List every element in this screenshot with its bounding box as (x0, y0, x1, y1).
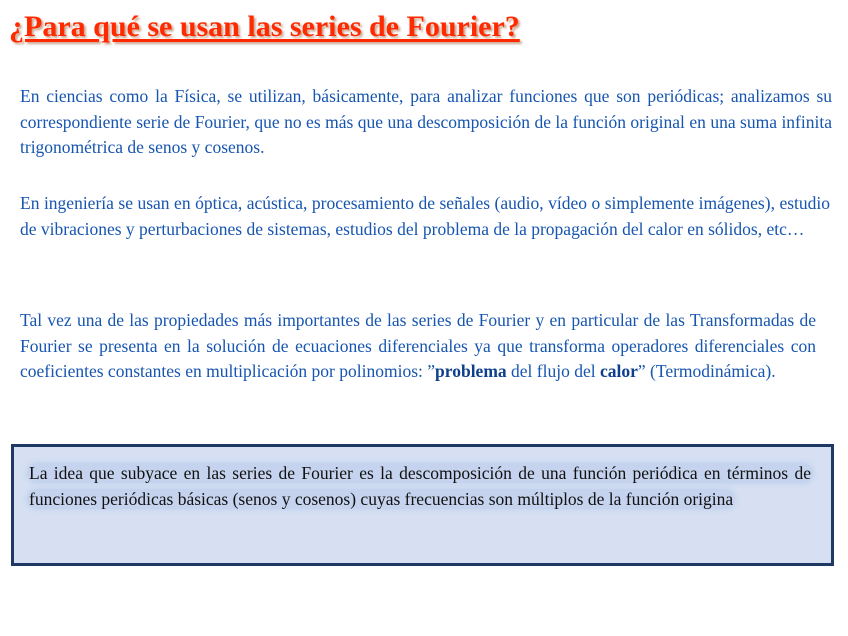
page-title: ¿Para qué se usan las series de Fourier? (9, 10, 520, 43)
paragraph-engineering: En ingeniería se usan en óptica, acústica, procesamiento de señales (audio, vídeo o simplemente imágenes), estudio de vibraciones y perturbaciones de sistemas, estudios del problema de la propagación del calor en sólidos, etc… (20, 193, 830, 239)
highlight-box (11, 444, 834, 566)
paragraph-properties-text-2: del flujo del (506, 361, 600, 381)
highlight-box-paragraph (27, 461, 813, 512)
paragraph-physics: En ciencias como la Física, se utilizan, básicamente, para analizar funciones que son periódicas; analizamos su correspondiente serie de Fourier, que no es más que una descomposición de la función original en una suma infinita trigonométrica de senos y cosenos. (20, 86, 832, 157)
paragraph-properties (20, 308, 816, 385)
highlight-box-text: La idea que subyace en las series de Fourier es la descomposición de una función periódica en términos de funciones periódicas básicas (senos y cosenos) cuyas frecuencias son múltiplos de la función origina (29, 463, 811, 509)
bold-word-problema: problema (435, 361, 507, 381)
paragraph-properties-text-1: Tal vez una de las propiedades más importantes de las series de Fourier y en particular de las Transformadas de Fourier se presenta en la solución de ecuaciones diferenciales ya que transforma operadores diferenciales con coeficientes constantes en multiplicación por polinomios: ” (20, 310, 816, 381)
paragraph-properties-text-3: ” (Termodinámica). (637, 361, 776, 381)
bold-word-calor: calor (599, 361, 638, 381)
